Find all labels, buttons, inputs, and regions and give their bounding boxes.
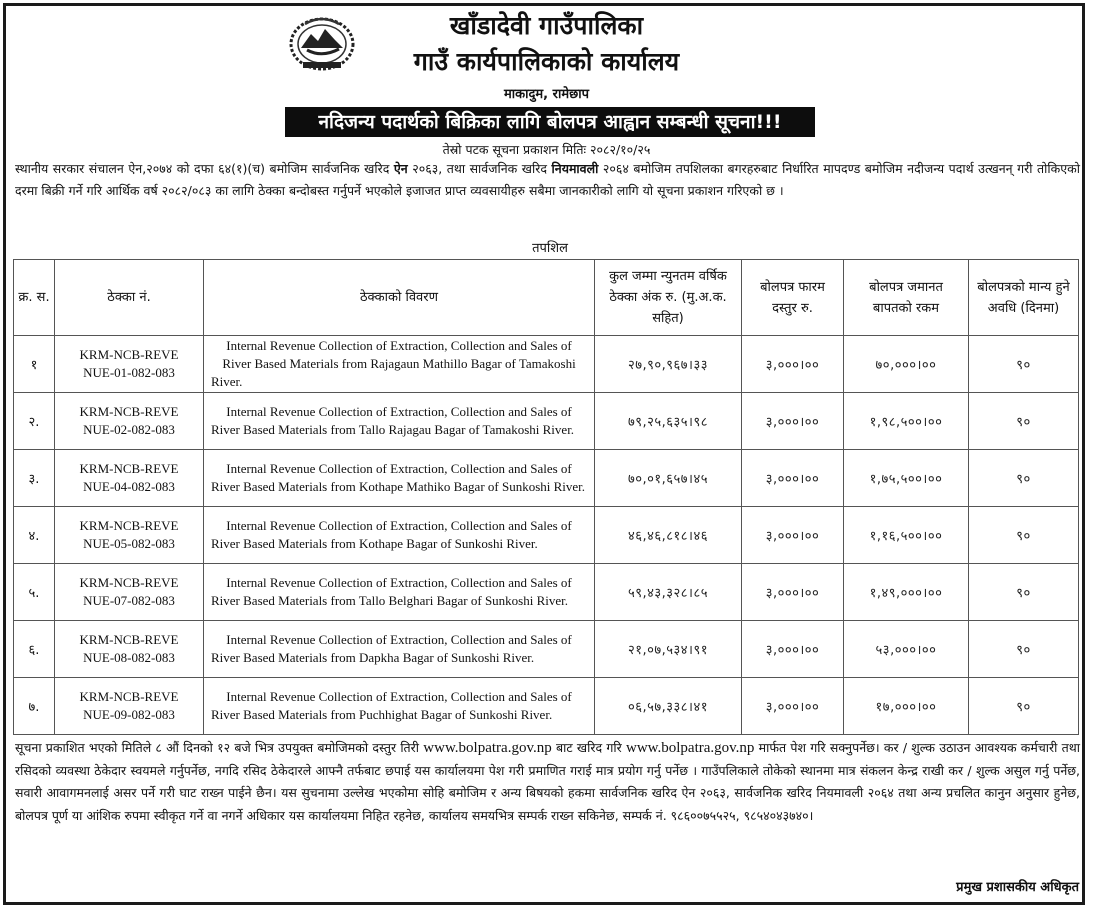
intro-bold-act: ऐन	[393, 161, 408, 176]
intro-paragraph	[15, 158, 1080, 202]
intro-bold-rules: नियमावली	[551, 161, 599, 176]
cell-security: ७०,०००।००	[844, 336, 969, 393]
contract-code-line1: KRM-NCB-REVE	[79, 461, 179, 476]
cell-validity: ९०	[969, 450, 1079, 507]
contract-code-line2: NUE-05-082-083	[83, 536, 175, 551]
contract-code-line2: NUE-07-082-083	[83, 593, 175, 608]
table-row	[14, 336, 1079, 393]
footer-text: बाट खरिद गरि	[551, 740, 626, 755]
header-contract-no: ठेक्का नं.	[55, 260, 204, 336]
cell-description: Internal Revenue Collection of Extraction, Collection and Sales of River Based Materials from Dapkha Bagar of Sunkoshi River.	[204, 621, 595, 678]
cell-form-fee: ३,०००।००	[742, 393, 844, 450]
cell-validity: ९०	[969, 507, 1079, 564]
contract-code-line2: NUE-01-082-083	[83, 365, 175, 380]
contract-code-line1: KRM-NCB-REVE	[79, 518, 179, 533]
cell-min-amount: ०६,५७,३३८।४१	[595, 678, 742, 735]
cell-security: १,१६,५००।००	[844, 507, 969, 564]
table-caption: तपशिल	[532, 241, 568, 256]
table-row	[14, 393, 1079, 450]
cell-description: Internal Revenue Collection of Extraction, Collection and Sales of River Based Materials from Tallo Belghari Bagar of Sunkoshi River.	[204, 564, 595, 621]
cell-security: १७,०००।००	[844, 678, 969, 735]
cell-security: १,७५,५००।००	[844, 450, 969, 507]
table-row	[14, 450, 1079, 507]
contract-code-line2: NUE-02-082-083	[83, 422, 175, 437]
cell-form-fee: ३,०००।००	[742, 564, 844, 621]
bolpatra-link[interactable]: www.bolpatra.gov.np	[423, 740, 552, 756]
cell-min-amount: ५९,४३,३२८।८५	[595, 564, 742, 621]
header-security: बोलपत्र जमानत बापतको रकम	[844, 260, 969, 336]
cell-validity: ९०	[969, 393, 1079, 450]
office-subtitle: गाउँ कार्यपालिकाको कार्यालय	[413, 47, 680, 76]
contract-code-line2: NUE-04-082-083	[83, 479, 175, 494]
cell-form-fee: ३,०००।००	[742, 450, 844, 507]
cell-contract-no	[55, 564, 204, 621]
cell-form-fee: ३,०००।००	[742, 678, 844, 735]
header-serial: क्र. स.	[14, 260, 55, 336]
cell-description: Internal Revenue Collection of Extraction, Collection and Sales of River Based Materials from Tallo Rajagau Bagar of Tamakoshi River.	[204, 393, 595, 450]
contract-code-line1: KRM-NCB-REVE	[79, 689, 179, 704]
table-row	[14, 507, 1079, 564]
table-row	[14, 621, 1079, 678]
publication-date: तेस्रो पटक सूचना प्रकाशन मितिः २०८२/१०/२५	[442, 142, 651, 157]
intro-text: २०६३, तथा सार्वजनिक खरिद	[407, 161, 552, 176]
cell-validity: ९०	[969, 621, 1079, 678]
footer-paragraph	[15, 737, 1080, 827]
intro-text: स्थानीय सरकार संचालन ऐन,२०७४ को दफा ६४(१)(च) बमोजिम सार्वजनिक खरिद	[15, 161, 394, 176]
cell-min-amount: २१,०७,५३४।९१	[595, 621, 742, 678]
header-description: ठेक्काको विवरण	[204, 260, 595, 336]
cell-min-amount: ४६,४६,८१८।४६	[595, 507, 742, 564]
bolpatra-link[interactable]: www.bolpatra.gov.np	[625, 740, 755, 756]
cell-description: Internal Revenue Collection of Extraction, Collection and Sales of River Based Materials from Kothape Bagar of Sunkoshi River.	[204, 507, 595, 564]
cell-serial: ४.	[14, 507, 55, 564]
contract-code-line1: KRM-NCB-REVE	[79, 575, 179, 590]
cell-min-amount: ७०,०१,६५७।४५	[595, 450, 742, 507]
table-header-row	[14, 260, 1079, 336]
cell-form-fee: ३,०००।००	[742, 621, 844, 678]
signature-title: प्रमुख प्रशासकीय अधिकृत	[956, 880, 1079, 895]
contract-code-line1: KRM-NCB-REVE	[79, 347, 179, 362]
cell-contract-no	[55, 678, 204, 735]
header-form-fee: बोलपत्र फारम दस्तुर रु.	[742, 260, 844, 336]
cell-min-amount: ७९,२५,६३५।९८	[595, 393, 742, 450]
cell-serial: ७.	[14, 678, 55, 735]
cell-description: Internal Revenue Collection of Extraction, Collection and Sales of River Based Materials from Puchhighat Bagar of Sunkoshi River.	[204, 678, 595, 735]
office-address: माकादुम, रामेछाप	[504, 87, 589, 102]
intro-text: २०६४ बमोजिम तपशिलका बगरहरुबाट निर्धारित मापदण्ड बमोजिम नदीजन्य पदार्थ उत्खनन् गरी तोकिएको दरमा बिक्री गर्ने गरि आर्थिक वर्ष २०८२/०८३ का लागि ठेक्का बन्दोबस्त गर्नुपर्ने भएकोले इजाजत प्राप्त व्यवसायीहरु सबैमा जानकारीको लागि यो सूचना प्रकाशन गरिएको छ ।	[15, 161, 1080, 198]
cell-contract-no	[55, 621, 204, 678]
contract-code-line1: KRM-NCB-REVE	[79, 404, 179, 419]
office-title: खाँडादेवी गाउँपालिका	[449, 11, 644, 40]
cell-form-fee: ३,०००।००	[742, 336, 844, 393]
footer-text: मार्फत पेश गरि सक्नुपर्नेछ। कर / शुल्क उठाउन आवश्यक कर्मचारी तथा रसिदको व्यवस्था ठेकेदार स्वयमले गर्नुपर्नेछ, नगदि रसिद ठेकेदारले आफ्नै तर्फबाट छपाई यस कार्यालयमा पेश गरी प्रमाणित गराई मात्र प्रयोग गर्नु पर्नेछ । गाउँपलिकाले तोकेको स्थानमा मात्र संकलन केन्द्र राखी कर / शुल्क असुल गर्नु पर्नेछ, सवारी आवागमनलाई असर पर्ने गरी घाट राख्न पाईने छैन। यस सुचनामा उल्लेख भएकोमा सोहि बमोजिम र अन्य बिषयको हकमा सार्वजनिक खरिद ऐन २०६३, सार्वजनिक खरिद नियमावली २०६४ तथा अन्य प्रचलित कानुन अनुसार हुनेछ, बोलपत्र पूर्ण या आंशिक रुपमा स्वीकृत गर्ने वा नगर्ने अधिकार यस कार्यालयमा निहित रहनेछ, कार्यालय समयभित्र सम्पर्क राख्न सकिनेछ, सम्पर्क नं. ९८६००७५५२५, ९८५४०४३७४०।	[15, 740, 1080, 823]
cell-contract-no	[55, 507, 204, 564]
table-row	[14, 564, 1079, 621]
cell-contract-no	[55, 393, 204, 450]
notice-banner: नदिजन्य पदार्थको बिक्रिका लागि बोलपत्र आह्वान सम्बन्धी सूचना!!!	[285, 107, 815, 137]
cell-security: १,९८,५००।००	[844, 393, 969, 450]
table-row	[14, 678, 1079, 735]
footer-text: सूचना प्रकाशित भएको मितिले ८ औं दिनको १२ बजे भित्र उपयुक्त बमोजिमको दस्तुर तिरी	[15, 740, 424, 755]
cell-validity: ९०	[969, 564, 1079, 621]
cell-description: Internal Revenue Collection of Extraction, Collection and Sales of River Based Materials from Rajagaun Mathillo Bagar of Tamakoshi River.	[204, 336, 595, 393]
cell-form-fee: ३,०००।००	[742, 507, 844, 564]
contract-code-line1: KRM-NCB-REVE	[79, 632, 179, 647]
cell-serial: २.	[14, 393, 55, 450]
cell-serial: १	[14, 336, 55, 393]
cell-description: Internal Revenue Collection of Extraction, Collection and Sales of River Based Materials from Kothape Mathiko Bagar of Sunkoshi River.	[204, 450, 595, 507]
header-min-amount: कुल जम्मा न्युनतम वर्षिक ठेक्का अंक रु. (मु.अ.क. सहित)	[595, 260, 742, 336]
contract-code-line2: NUE-08-082-083	[83, 650, 175, 665]
cell-serial: ३.	[14, 450, 55, 507]
cell-contract-no	[55, 450, 204, 507]
cell-contract-no	[55, 336, 204, 393]
cell-serial: ५.	[14, 564, 55, 621]
cell-min-amount: २७,९०,९६७।३३	[595, 336, 742, 393]
cell-validity: ९०	[969, 678, 1079, 735]
cell-security: ५३,०००।००	[844, 621, 969, 678]
cell-security: १,४९,०००।००	[844, 564, 969, 621]
cell-validity: ९०	[969, 336, 1079, 393]
header-validity: बोलपत्रको मान्य हुने अवधि (दिनमा)	[969, 260, 1079, 336]
contract-code-line2: NUE-09-082-083	[83, 707, 175, 722]
cell-serial: ६.	[14, 621, 55, 678]
contracts-table	[13, 259, 1079, 735]
